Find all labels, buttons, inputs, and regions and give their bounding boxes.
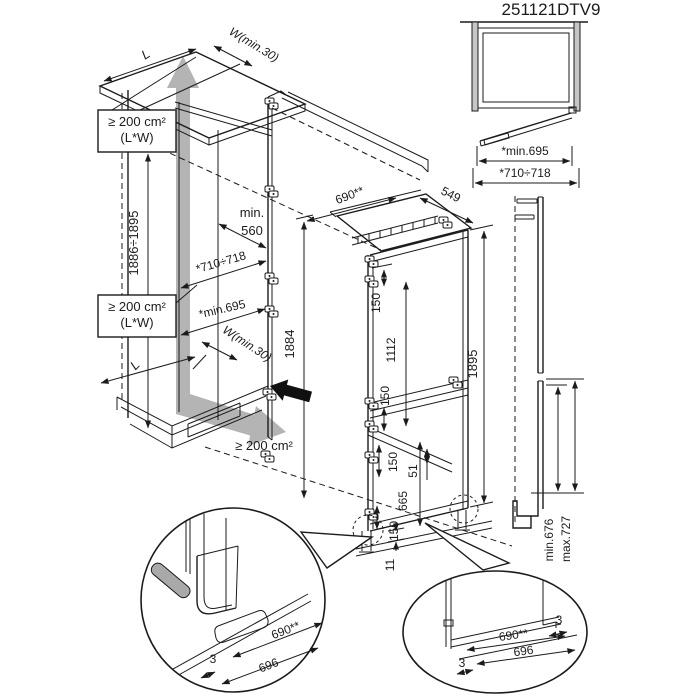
dim-appliance-depth: 549 [438, 183, 463, 206]
dim-niche-width-top: W(min.30) [226, 24, 282, 65]
top-view-left-wall [472, 22, 478, 111]
dim-niche-height-range: 1886÷1895 [126, 210, 141, 276]
dim-freezer-height: 665 [396, 490, 410, 512]
top-view-open-door [480, 113, 572, 146]
dim-detail-left-gap: 3 [209, 652, 217, 666]
dim-niche-inner-height: 1884 [282, 329, 297, 359]
dim-detail-right-gap-left: 3 [458, 656, 466, 670]
dim-niche-length-bottom: L [126, 356, 143, 373]
dim-hinge-gap: 150 [378, 385, 392, 407]
dim-hinge-span: 1112 [384, 337, 398, 363]
appliance-front-view [330, 184, 493, 572]
dim-detail-left-width: 690** [269, 618, 302, 643]
dim-detail-left-base-width: 696 [256, 655, 281, 676]
dim-niche-depth-min-line1: min. [239, 205, 265, 220]
niche-view [98, 24, 512, 546]
dim-top-min-depth: *min.695 [501, 144, 549, 158]
dim-detail-right-base-width: 696 [512, 642, 535, 660]
dim-detail-right-width: 690** [497, 626, 529, 645]
dim-niche-depth-min-line2: 560 [241, 223, 263, 238]
vent-area-top-line2: (L*W) [120, 130, 154, 145]
vent-area-bottom-label: ≥ 200 cm² [235, 438, 293, 453]
dim-bottom-offset: 150 [387, 520, 401, 542]
vent-area-mid-line1: ≥ 200 cm² [108, 299, 166, 314]
dim-base-gap: 11 [383, 558, 397, 572]
top-view-right-wall [574, 22, 580, 111]
dim-hinge-top-offset: 150 [369, 292, 383, 314]
top-view [460, 0, 600, 188]
dim-total-height: 1895 [465, 349, 480, 379]
dim-lower-panel-max: max.727 [559, 515, 573, 563]
model-number: 251121DTV9 [501, 0, 601, 19]
dim-niche-length-top: L [138, 45, 153, 63]
detail-circle-left [141, 508, 372, 692]
dim-lower-panel-min: min.676 [542, 518, 556, 562]
dim-divider-offset: 150 [386, 451, 400, 473]
dim-divider-step: 51 [406, 464, 420, 478]
dim-niche-depth: 690** [333, 183, 366, 208]
dim-niche-width-range: *710÷718 [194, 248, 248, 276]
side-view-foot [513, 501, 538, 528]
vent-area-top-line1: ≥ 200 cm² [108, 114, 166, 129]
dim-top-overall-width: *710÷718 [499, 166, 551, 180]
dim-detail-right-gap-right: 3 [555, 613, 563, 627]
dim-niche-width-bottom: W(min.30) [220, 322, 275, 365]
side-view [513, 196, 584, 562]
vent-area-mid-line2: (L*W) [120, 315, 154, 330]
dim-niche-depth-min-back: *min.695 [197, 296, 247, 322]
